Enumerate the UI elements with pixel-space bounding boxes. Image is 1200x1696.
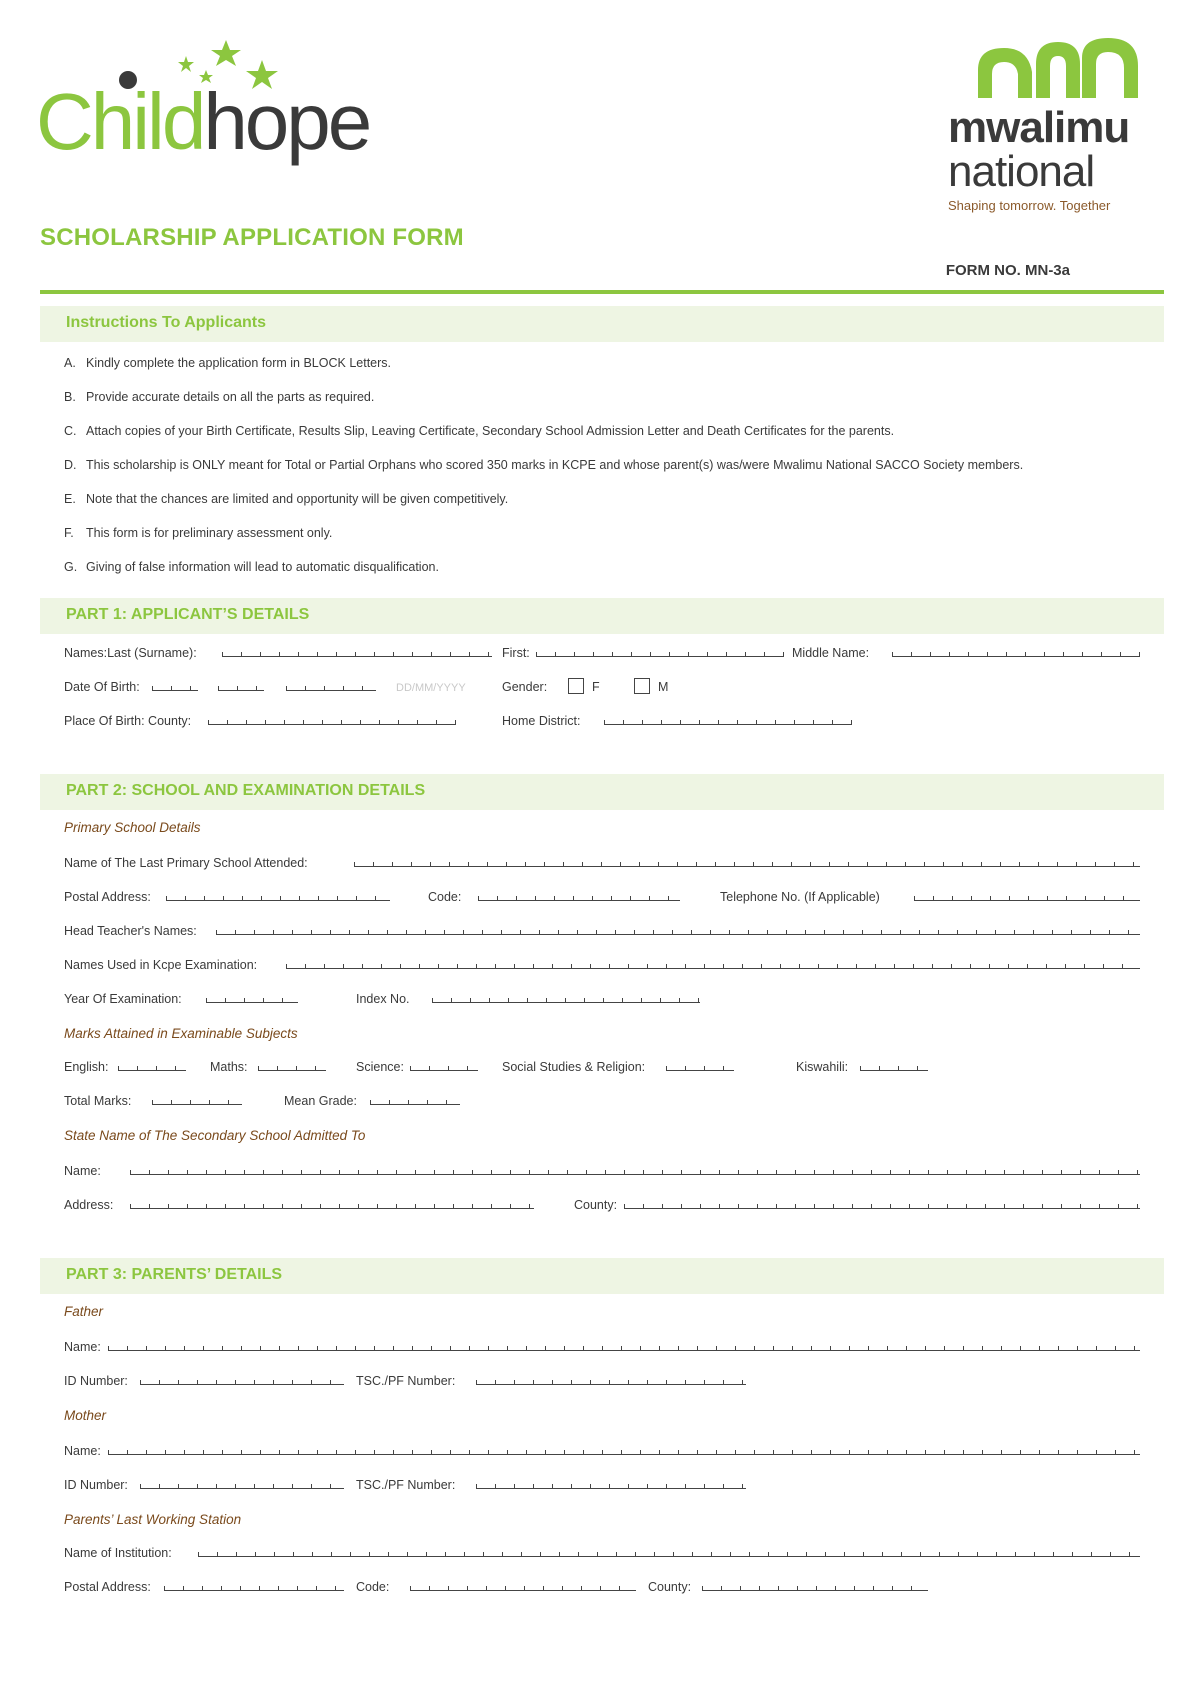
parent-code-label: Code: xyxy=(356,1580,390,1594)
surname-label: Names:Last (Surname): xyxy=(64,646,197,660)
secondary-county-label: County: xyxy=(574,1198,618,1212)
father-name-label: Name: xyxy=(64,1340,101,1354)
secondary-county-field[interactable] xyxy=(624,1200,1140,1209)
index-no-label: Index No. xyxy=(356,992,410,1006)
gender-female-label: F xyxy=(592,680,600,694)
instruction-item: F. This form is for preliminary assessment only. xyxy=(64,526,333,540)
year-exam-field[interactable] xyxy=(206,994,298,1003)
secondary-name-label: Name: xyxy=(64,1164,101,1178)
telephone-field[interactable] xyxy=(914,892,1140,901)
instructions-band xyxy=(40,306,1164,342)
institution-field[interactable] xyxy=(198,1548,1140,1557)
names-kcpe-field[interactable] xyxy=(286,960,1140,969)
dob-month-field[interactable] xyxy=(218,682,264,691)
postal-address-field[interactable] xyxy=(166,892,390,901)
postal-address-label: Postal Address: xyxy=(64,890,151,904)
mean-grade-label: Mean Grade: xyxy=(284,1094,357,1108)
part3-band xyxy=(40,1258,1164,1294)
english-field[interactable] xyxy=(118,1062,186,1071)
maths-label: Maths: xyxy=(210,1060,248,1074)
dob-year-field[interactable] xyxy=(286,682,376,691)
mwalimu-arch-icon xyxy=(948,36,1168,106)
national-wordmark: national xyxy=(948,147,1095,196)
surname-field[interactable] xyxy=(222,648,492,657)
middle-name-field[interactable] xyxy=(892,648,1140,657)
english-label: English: xyxy=(64,1060,109,1074)
parent-postal-label: Postal Address: xyxy=(64,1580,151,1594)
year-exam-label: Year Of Examination: xyxy=(64,992,182,1006)
middle-name-label: Middle Name: xyxy=(792,646,870,660)
mean-grade-field[interactable] xyxy=(370,1096,460,1105)
telephone-label: Telephone No. (If Applicable) xyxy=(720,890,880,904)
mother-id-field[interactable] xyxy=(140,1480,344,1489)
first-name-field[interactable] xyxy=(536,648,784,657)
gender-male-checkbox[interactable] xyxy=(634,678,650,694)
place-of-birth-field[interactable] xyxy=(208,716,456,725)
code-field[interactable] xyxy=(478,892,680,901)
part2-heading: PART 2: SCHOOL AND EXAMINATION DETAILS xyxy=(66,782,426,799)
head-teacher-label: Head Teacher's Names: xyxy=(64,924,197,938)
last-primary-label: Name of The Last Primary School Attended: xyxy=(64,856,308,870)
mother-name-field[interactable] xyxy=(108,1446,1140,1455)
father-tsc-field[interactable] xyxy=(476,1376,746,1385)
total-marks-field[interactable] xyxy=(152,1096,242,1105)
secondary-school-subheading: State Name of The Secondary School Admitted To xyxy=(64,1128,366,1143)
mother-id-label: ID Number: xyxy=(64,1478,128,1492)
instructions-heading: Instructions To Applicants xyxy=(66,314,267,331)
code-label: Code: xyxy=(428,890,462,904)
social-studies-label: Social Studies & Religion: xyxy=(502,1060,646,1074)
instruction-item: D. This scholarship is ONLY meant for Total or Partial Orphans who scored 350 marks in KCPE and whose parent(s) was/were Mwalimu National SACCO Society members. xyxy=(64,458,1024,472)
parent-county-label: County: xyxy=(648,1580,692,1594)
working-station-subheading: Parents’ Last Working Station xyxy=(64,1512,242,1527)
form-number: FORM NO. MN-3a xyxy=(945,262,1070,279)
father-subheading: Father xyxy=(64,1304,104,1319)
secondary-name-field[interactable] xyxy=(130,1166,1140,1175)
parent-postal-field[interactable] xyxy=(164,1582,344,1591)
father-id-label: ID Number: xyxy=(64,1374,128,1388)
home-district-field[interactable] xyxy=(604,716,852,725)
social-studies-field[interactable] xyxy=(666,1062,734,1071)
last-primary-field[interactable] xyxy=(354,858,1140,867)
index-no-field[interactable] xyxy=(432,994,700,1003)
mother-name-label: Name: xyxy=(64,1444,101,1458)
instruction-item: G. Giving of false information will lead to automatic disqualification. xyxy=(64,560,439,574)
instruction-item: B. Provide accurate details on all the parts as required. xyxy=(64,390,375,404)
secondary-address-label: Address: xyxy=(64,1198,114,1212)
dob-day-field[interactable] xyxy=(152,682,198,691)
part1-band xyxy=(40,598,1164,634)
instruction-item: C. Attach copies of your Birth Certificate, Results Slip, Leaving Certificate, Secondary School Admission Letter and Death Certificates for the parents. xyxy=(64,424,895,438)
science-field[interactable] xyxy=(410,1062,478,1071)
parent-county-field[interactable] xyxy=(702,1582,928,1591)
part3-heading: PART 3: PARENTS’ DETAILS xyxy=(66,1266,283,1283)
part2-band xyxy=(40,774,1164,810)
home-district-label: Home District: xyxy=(502,714,581,728)
primary-school-subheading: Primary School Details xyxy=(64,820,201,835)
science-label: Science: xyxy=(356,1060,404,1074)
mwalimu-tagline: Shaping tomorrow. Together xyxy=(948,198,1111,213)
names-kcpe-label: Names Used in Kcpe Examination: xyxy=(64,958,258,972)
father-id-field[interactable] xyxy=(140,1376,344,1385)
total-marks-label: Total Marks: xyxy=(64,1094,132,1108)
part1-heading: PART 1: APPLICANT’S DETAILS xyxy=(66,606,310,623)
kiswahili-label: Kiswahili: xyxy=(796,1060,849,1074)
kiswahili-field[interactable] xyxy=(860,1062,928,1071)
instruction-item: E. Note that the chances are limited and opportunity will be given competitively. xyxy=(64,492,509,506)
gender-label: Gender: xyxy=(502,680,548,694)
parent-code-field[interactable] xyxy=(410,1582,636,1591)
childhope-logo xyxy=(36,38,396,178)
mother-subheading: Mother xyxy=(64,1408,107,1423)
maths-field[interactable] xyxy=(258,1062,326,1071)
form-title: SCHOLARSHIP APPLICATION FORM xyxy=(40,224,464,251)
place-of-birth-label: Place Of Birth: County: xyxy=(64,714,192,728)
dob-label: Date Of Birth: xyxy=(64,680,140,694)
mwalimu-wordmark: mwalimu xyxy=(948,103,1130,152)
header-divider xyxy=(40,290,1164,294)
instruction-item: A. Kindly complete the application form in BLOCK Letters. xyxy=(64,356,392,370)
marks-subheading: Marks Attained in Examinable Subjects xyxy=(64,1026,298,1041)
mwalimu-logo xyxy=(948,36,1168,216)
childhope-wordmark: Childhope xyxy=(36,77,370,166)
institution-label: Name of Institution: xyxy=(64,1546,172,1560)
secondary-address-field[interactable] xyxy=(130,1200,534,1209)
mother-tsc-field[interactable] xyxy=(476,1480,746,1489)
father-tsc-label: TSC./PF Number: xyxy=(356,1374,456,1388)
dob-format-hint: DD/MM/YYYY xyxy=(396,682,466,694)
mother-tsc-label: TSC./PF Number: xyxy=(356,1478,456,1492)
gender-female-checkbox[interactable] xyxy=(568,678,584,694)
father-name-field[interactable] xyxy=(108,1342,1140,1351)
gender-male-label: M xyxy=(658,680,669,694)
head-teacher-field[interactable] xyxy=(216,926,1140,935)
first-name-label: First: xyxy=(502,646,530,660)
